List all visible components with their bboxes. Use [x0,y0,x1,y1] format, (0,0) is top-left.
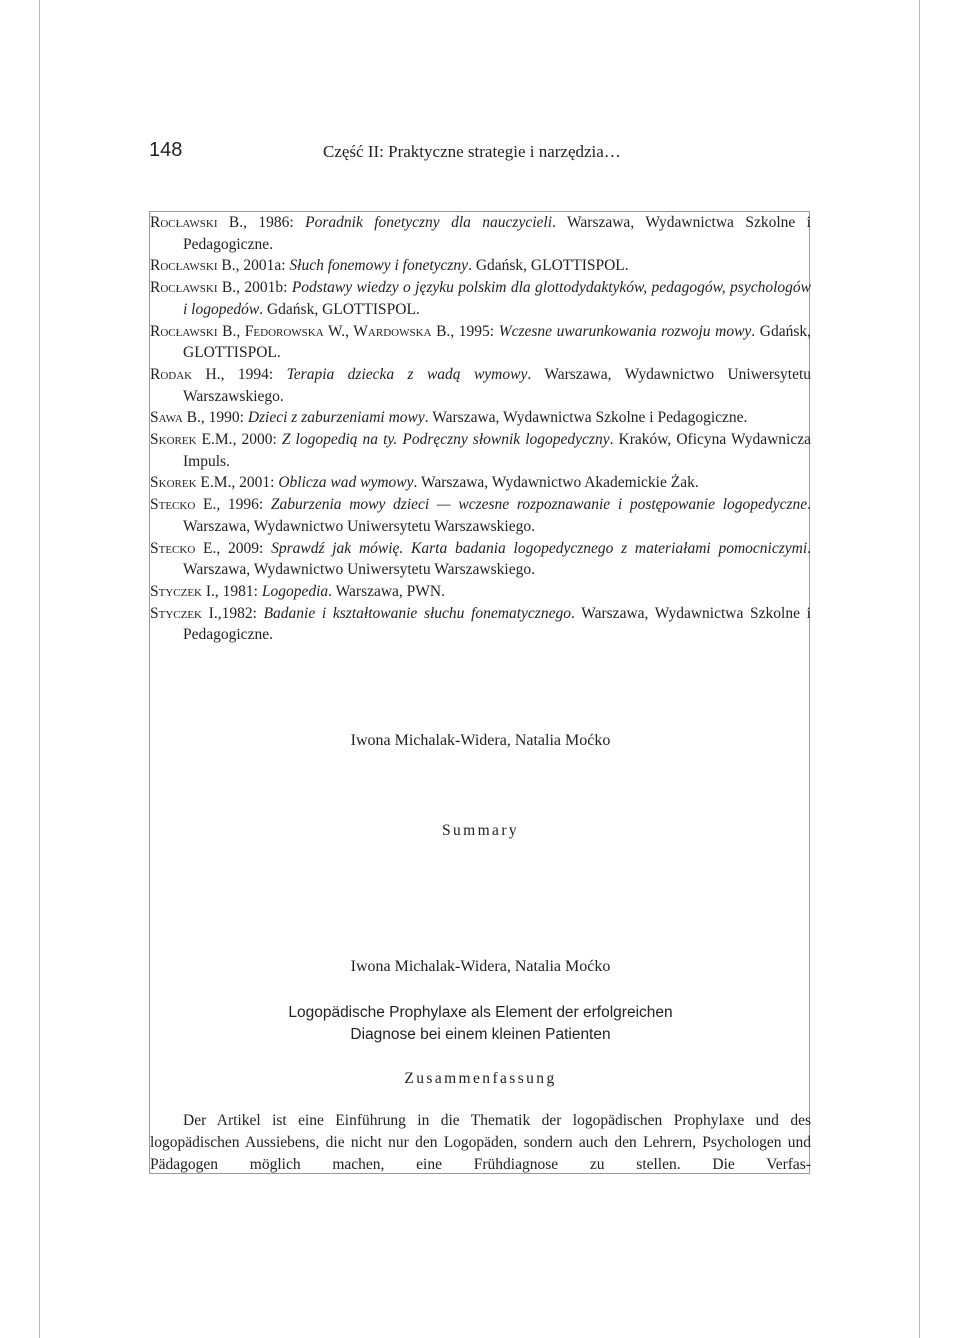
bibliography-entry [150,603,811,646]
entry-year: , 1995: [450,322,499,340]
page-edge-left [39,0,40,1338]
entry-authors: Rocławski B., Fedorowska W., Wardowska B. [150,322,451,340]
entry-authors: Stecko E. [150,496,217,514]
entry-year: , 2001: [231,474,279,492]
entry-publisher: . Warszawa, Wydawnictwa Szkolne i Pedagogiczne. [183,214,811,253]
bibliography-entry [150,321,811,364]
entry-year: , 1990: [200,409,248,427]
bibliography-entry [150,538,811,581]
entry-publisher: . Kraków, Oficyna Wydawnicza Impuls. [183,431,811,470]
entry-title: Wczesne uwarunkowania rozwoju mowy [498,322,752,340]
bibliography-entry [150,255,811,277]
entry-authors: Stecko E. [150,539,217,557]
entry-year: , 2009: [216,539,272,557]
bibliography-entry [150,212,811,255]
zusammenfassung-authors: Iwona Michalak-Widera, Natalia Moćko [350,958,611,975]
entry-year: , 1996: [216,496,271,514]
summary-heading: Summary [441,822,520,839]
entry-title: Z logopedią na ty. Podręczny słownik logopedyczny [281,431,610,449]
entry-authors: Rocławski B. [150,279,237,297]
entry-year: , 1986: [243,214,306,231]
entry-publisher: . Warszawa, Wydawnictwa Szkolne i Pedagogiczne. [424,409,748,427]
article-title-line: Diagnose bei einem kleinen Patienten [350,1026,611,1043]
entry-authors: Styczek I. [150,604,218,622]
bibliography-entry [150,277,811,320]
entry-authors: Rocławski B. [150,257,236,275]
entry-authors: Skorek E.M. [150,431,233,449]
entry-title: Dzieci z zaburzeniami mowy [247,409,425,427]
entry-title: Poradnik fonetyczny dla nauczycieli [305,214,553,231]
bibliography-list [150,212,811,646]
bibliography-entry [150,407,811,429]
entry-year: , 2001a: [235,257,290,275]
page-edge-right [919,0,920,1338]
entry-authors: Styczek I. [150,582,215,600]
abstract-paragraph: Der Artikel ist eine Einführung in die Thematik der logopädischen Prophylaxe und des logopädischen Aussiebens, die nicht nur den Logopäden, sondern auch den Lehrern, Psychologen und Pädagogen möglich machen, eine Frühdiagnose zu stellen. Die Verfas- [150,1112,811,1173]
bibliography-entry [150,581,811,603]
entry-authors: Skorek E.M. [150,474,232,492]
bibliography-entry [150,429,811,472]
entry-publisher: . Warszawa, Wydawnictwo Uniwersytetu Warszawskiego. [183,496,811,535]
entry-publisher: . Gdańsk, GLOTTISPOL. [259,300,420,318]
running-title: Część II: Praktyczne strategie i narzędzia… [323,142,621,161]
entry-publisher: . Gdańsk, GLOTTISPOL. [183,322,812,362]
entry-year: , 2000: [232,431,282,449]
entry-title: Oblicza wad wymowy [278,474,414,492]
bibliography-entry [150,494,811,537]
entry-title: Badanie i kształtowanie słuchu fonematycznego [263,604,571,622]
entry-publisher: . Warszawa, Wydawnictwa Szkolne i Pedagogiczne. [183,604,811,644]
entry-authors: Sawa B. [150,409,201,427]
entry-year: , 1981: [214,582,262,600]
content-frame [149,211,810,1174]
entry-title: Sprawdź jak mówię. Karta badania logopedycznego z materiałami pomocniczymi [271,539,808,557]
entry-authors: Rocławski B. [150,214,244,231]
page-number: 148 [149,139,183,161]
entry-publisher: . Warszawa, PWN. [328,582,446,600]
entry-title: Podstawy wiedzy o języku polskim dla glottodydaktyków, pedagogów, psychologów i logopedów [183,279,811,318]
article-title-german [150,1002,811,1046]
bibliography-entry [150,472,811,494]
entry-authors: Rodak H. [150,365,221,383]
entry-title: Terapia dziecka z wadą wymowy [286,365,528,383]
entry-year: , 2001b: [236,279,292,297]
entry-publisher: . Warszawa, Wydawnictwo Akademickie Żak. [413,474,699,492]
summary-authors: Iwona Michalak-Widera, Natalia Moćko [350,732,611,749]
zusammenfassung-heading: Zusammenfassung [404,1070,557,1087]
entry-year: ,1982: [217,604,264,622]
entry-title: Logopedia [261,582,329,600]
entry-publisher: . Warszawa, Wydawnictwo Uniwersytetu Warszawskiego. [183,365,811,405]
entry-title: Zaburzenia mowy dzieci — wczesne rozpoznawanie i postępowanie logopedyczne [270,496,808,514]
entry-title: Słuch fonemowy i fonetyczny [289,257,469,275]
entry-publisher: . Warszawa, Wydawnictwo Uniwersytetu Warszawskiego. [183,539,812,579]
entry-year: , 1994: [220,365,287,383]
article-title-line: Logopädische Prophylaxe als Element der erfolgreichen [288,1004,673,1021]
bibliography-entry [150,364,811,407]
entry-publisher: . Gdańsk, GLOTTISPOL. [468,257,629,275]
